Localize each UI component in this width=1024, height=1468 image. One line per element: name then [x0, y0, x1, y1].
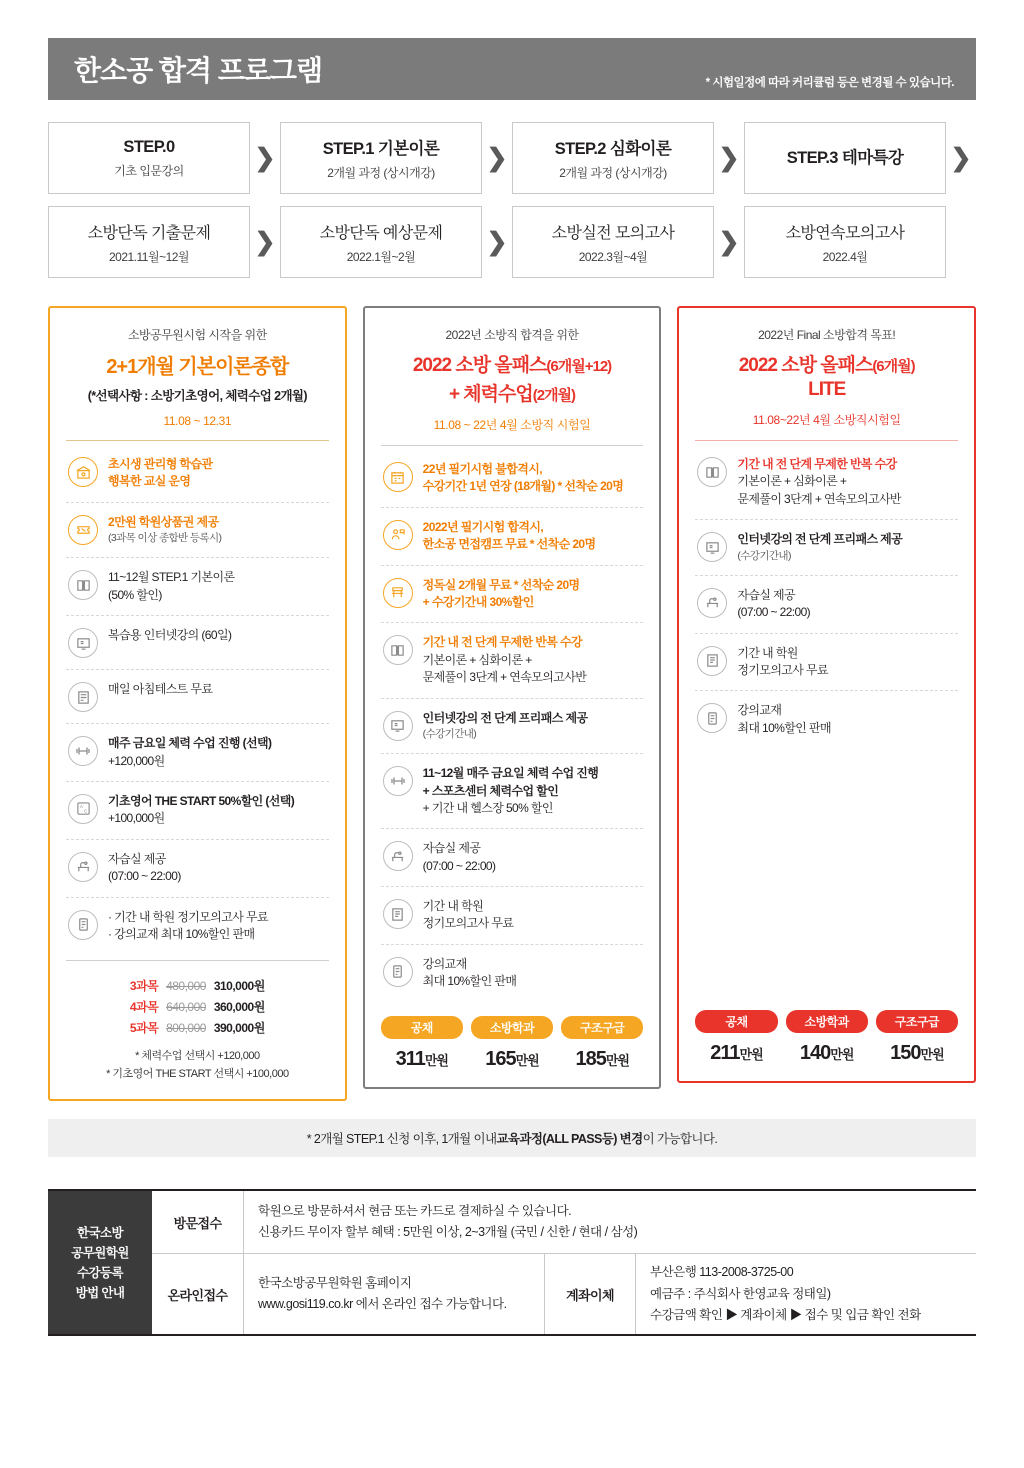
row-line: 수강금액 확인 ▶ 계좌이체 ▶ 접수 및 입금 확인 전화	[650, 1307, 921, 1322]
desk-icon	[697, 588, 727, 618]
price-footnote	[66, 1048, 329, 1083]
price-tag-cell	[471, 1016, 553, 1071]
amount-value: 311	[395, 1047, 425, 1070]
feature-item	[695, 576, 958, 634]
row-body-transfer	[636, 1254, 976, 1334]
feature-text	[108, 909, 268, 944]
price-tag-cell	[561, 1016, 643, 1071]
amount-value: 150	[890, 1042, 921, 1065]
feature-item	[695, 691, 958, 748]
book-icon	[697, 457, 727, 487]
step-box-7	[744, 206, 946, 278]
price-tag-cell	[876, 1010, 958, 1065]
price-amount	[561, 1048, 643, 1071]
feature-item	[66, 840, 329, 898]
card-title: 2+1개월 기본이론종합	[106, 356, 289, 378]
feature-line: 행복한 교실 운영	[108, 474, 191, 489]
program-card-allpass	[363, 306, 662, 1089]
test-icon	[68, 682, 98, 712]
doc-icon	[383, 957, 413, 987]
price-tag-cell	[695, 1010, 777, 1065]
desk-icon	[68, 852, 98, 882]
feature-line: 강의교재	[737, 703, 782, 718]
feature-item	[381, 754, 644, 829]
header-note: * 시험일정에 따라 커리큘럼 등은 변경될 수 있습니다.	[705, 77, 954, 89]
feature-item	[381, 887, 644, 945]
monitor-icon	[697, 532, 727, 562]
price-amount	[471, 1048, 553, 1071]
card-title-note: (6개월+12)	[546, 358, 612, 375]
lead-line: 방법 안내	[75, 1285, 125, 1300]
feature-line: 자습실 제공	[108, 851, 166, 866]
step-box-2	[512, 122, 714, 194]
feature-line: 정독실 2개월 무료 * 선착순 20명	[422, 577, 580, 592]
card-title2-note: (2개월)	[532, 387, 576, 404]
feature-item	[381, 508, 644, 566]
price-new: 390,000원	[213, 1021, 265, 1036]
feature-text	[423, 898, 514, 933]
feature-text	[423, 765, 599, 817]
feature-line: (수강기간내)	[737, 549, 791, 562]
step-flow	[48, 122, 976, 278]
step-sub: 기초 입문강의	[114, 163, 184, 178]
feature-item	[66, 724, 329, 782]
status-badge: 공채	[695, 1010, 777, 1033]
feature-list	[381, 450, 644, 1002]
feature-item	[66, 503, 329, 559]
card-header	[381, 326, 644, 446]
feature-text	[108, 627, 231, 644]
feature-item	[66, 670, 329, 724]
feature-line: 복습용 인터넷강의 (60일)	[108, 628, 232, 643]
price-label: 4과목	[129, 1000, 159, 1015]
notice-pre: * 2개월 STEP.1 신청 이후, 1개월 이내	[306, 1132, 497, 1147]
arrow-icon: ❯	[486, 228, 508, 256]
feature-list	[695, 445, 958, 748]
step-box-4	[48, 206, 250, 278]
price-new: 310,000원	[213, 979, 265, 994]
feature-text	[108, 514, 221, 547]
price-row	[66, 977, 329, 994]
card-date: 11.08 ~ 22년 4월 소방직 시험일	[433, 418, 591, 432]
price-label: 5과목	[129, 1021, 159, 1036]
monitor-icon	[383, 711, 413, 741]
amount-unit: 만원	[515, 1052, 539, 1068]
row-line: 신용카드 무이자 할부 혜택 : 5만원 이상, 2~3개월 (국민 / 신한 / 현대 / 삼성)	[258, 1225, 638, 1240]
book-icon	[68, 570, 98, 600]
row-line: 예금주 : 주식회사 한영교육 정태일)	[650, 1286, 831, 1301]
feature-line: 기본이론 + 심화이론 +	[737, 474, 847, 489]
feature-text	[423, 956, 517, 991]
price-amount	[381, 1048, 463, 1071]
price-new: 360,000원	[213, 1000, 265, 1015]
lead-line: 수강등록	[77, 1265, 123, 1280]
feature-line: 한소공 면접캠프 무료 * 선착순 20명	[422, 537, 596, 552]
row-line: 부산은행 113-2008-3725-00	[650, 1265, 794, 1280]
feature-line: 문제풀이 3단계 + 연속모의고사반	[737, 491, 901, 506]
feature-item	[381, 623, 644, 698]
book-icon	[383, 635, 413, 665]
feature-text	[108, 681, 212, 698]
step-sub: 2022.1월~2월	[346, 249, 416, 264]
card-subtitle: (*선택사항 : 소방기초영어, 체력수업 2개월)	[87, 389, 307, 403]
step-title: STEP.0	[123, 137, 175, 156]
feature-text	[737, 645, 828, 680]
feature-text	[108, 456, 212, 491]
notice-bold: 교육과정(ALL PASS등) 변경	[496, 1132, 643, 1147]
price-amount	[695, 1042, 777, 1065]
feature-line: + 기간 내 헬스장 50% 할인	[422, 800, 553, 815]
feature-line: 정기모의고사 무료	[422, 916, 514, 931]
price-tag-cell	[786, 1010, 868, 1065]
table-row	[152, 1191, 976, 1253]
price-footnote-line: * 기초영어 THE START 선택시 +100,000	[106, 1067, 289, 1080]
feature-text	[423, 840, 496, 875]
row-label-online: 온라인접수	[152, 1254, 244, 1334]
card-title2-main: + 체력수업	[448, 384, 533, 405]
feature-text	[423, 461, 624, 496]
registration-table	[48, 1189, 976, 1336]
divider	[695, 440, 958, 441]
step-box-5	[280, 206, 482, 278]
feature-text	[108, 735, 271, 770]
row-line: 한국소방공무원학원 홈페이지	[258, 1276, 412, 1291]
lead-line: 한국소방	[77, 1225, 123, 1240]
card-pre-title: 2022년 소방직 합격을 위한	[445, 328, 579, 342]
feature-line: 22년 필기시험 불합격시,	[422, 462, 542, 476]
card-title-main: 2022 소방 올패스	[412, 355, 547, 376]
amount-value: 165	[485, 1047, 516, 1070]
table-row	[152, 1253, 976, 1334]
exam-icon	[697, 646, 727, 676]
feature-line: 자습실 제공	[737, 587, 796, 602]
arrow-icon: ❯	[950, 144, 972, 172]
doc-icon	[697, 703, 727, 733]
step-box-3	[744, 122, 946, 194]
feature-line: 2만원 학원상품권 제공	[108, 514, 219, 529]
amount-unit: 만원	[605, 1052, 629, 1068]
step-title: STEP.1 기본이론	[322, 140, 440, 158]
feature-line: 자습실 제공	[422, 841, 481, 856]
price-row	[66, 998, 329, 1015]
amount-unit: 만원	[830, 1047, 854, 1063]
price-tag-cell	[381, 1016, 463, 1071]
step-box-6	[512, 206, 714, 278]
feature-text	[423, 577, 580, 612]
svg-text:A: A	[79, 804, 83, 810]
feature-line: + 수강기간내 30%할인	[422, 594, 534, 609]
step-title: 소방연속모의고사	[785, 224, 905, 242]
feature-line: 매일 아침테스트 무료	[108, 682, 213, 697]
feature-line: 강의교재	[422, 956, 467, 971]
feature-line: 기본이론 + 심화이론 +	[422, 652, 532, 667]
price-tags	[695, 1010, 958, 1065]
status-badge: 공채	[381, 1016, 463, 1039]
status-badge: 구조구급	[561, 1016, 643, 1039]
feature-line: (수강기간내)	[422, 727, 477, 740]
step-box-1	[280, 122, 482, 194]
divider	[66, 440, 329, 441]
arrow-icon: ❯	[254, 144, 276, 172]
page-title: 한소공 합격 프로그램	[74, 55, 322, 86]
price-block	[66, 960, 329, 1083]
feature-line: + 스포츠센터 체력수업 할인	[422, 783, 559, 798]
amount-unit: 만원	[424, 1052, 448, 1068]
arrow-icon: ❯	[718, 228, 740, 256]
feature-line: · 기간 내 학원 정기모의고사 무료	[108, 909, 268, 924]
feature-text	[423, 519, 596, 554]
card-title	[381, 350, 644, 377]
feature-line: 인터넷강의 전 단계 프리패스 제공	[422, 710, 588, 725]
price-tags	[381, 1016, 644, 1071]
price-old: 480,000	[166, 979, 206, 994]
feature-text	[737, 456, 901, 508]
feature-item	[381, 566, 644, 624]
card-pre-title: 소방공무원시험 시작을 위한	[127, 328, 267, 342]
feature-item	[66, 782, 329, 840]
feature-line: · 강의교재 최대 10%할인 판매	[108, 926, 255, 941]
status-badge: 구조구급	[876, 1010, 958, 1033]
page-root	[0, 38, 1024, 1468]
feature-line: (50% 할인)	[108, 587, 162, 602]
step-sub: 2022.4월	[822, 249, 868, 264]
status-badge: 소방학과	[786, 1010, 868, 1033]
lead-line: 공무원학원	[71, 1245, 129, 1260]
program-card-lite	[677, 306, 976, 1083]
feature-text	[423, 634, 587, 686]
step-sub: 2022.3월~4월	[578, 249, 648, 264]
amount-value: 185	[575, 1047, 606, 1070]
feature-item	[66, 445, 329, 503]
feature-line: 기간 내 전 단계 무제한 반복 수강	[737, 457, 897, 471]
card-title2: LITE	[808, 379, 846, 400]
feature-line: (07:00 ~ 22:00)	[422, 858, 496, 873]
step-title: STEP.2 심화이론	[554, 140, 672, 158]
classroom-icon	[68, 457, 98, 487]
table-rows	[152, 1191, 976, 1334]
abc-icon	[68, 794, 98, 824]
price-amount	[876, 1042, 958, 1065]
feature-item	[66, 898, 329, 955]
feature-line: 최대 10%할인 판매	[737, 720, 831, 735]
feature-item	[66, 558, 329, 616]
row-label-visit: 방문접수	[152, 1191, 244, 1253]
program-card-basic	[48, 306, 347, 1101]
feature-text	[737, 531, 902, 564]
feature-line: (07:00 ~ 22:00)	[108, 869, 181, 884]
notice-post: 이 가능합니다.	[642, 1132, 718, 1147]
feature-line: 매주 금요일 체력 수업 진행 (선택)	[108, 736, 272, 751]
dumbbell-icon	[68, 736, 98, 766]
amount-value: 140	[799, 1042, 831, 1065]
feature-text	[108, 569, 234, 604]
amount-unit: 만원	[920, 1047, 944, 1063]
feature-line: 기간 내 전 단계 무제한 반복 수강	[422, 635, 582, 650]
feature-item	[381, 829, 644, 887]
feature-item	[66, 616, 329, 670]
feature-line: 11~12월 STEP.1 기본이론	[108, 570, 235, 585]
change-notice	[48, 1119, 976, 1157]
feature-line: +100,000원	[108, 811, 165, 826]
desk2-icon	[383, 578, 413, 608]
card-pre-title: 2022년 Final 소방합격 목표!	[758, 328, 896, 342]
feature-text	[108, 793, 294, 828]
feature-text	[423, 710, 588, 743]
step-box-0	[48, 122, 250, 194]
step-sub: 2021.11월~12월	[108, 249, 190, 264]
step-sub: 2개월 과정 (상시개강)	[559, 166, 667, 180]
price-footnote-line: * 체력수업 선택시 +120,000	[135, 1050, 260, 1063]
calendar-icon	[383, 462, 413, 492]
feature-line: 11~12월 매주 금요일 체력 수업 진행	[422, 766, 599, 781]
step-row-2	[48, 206, 976, 278]
feature-text	[108, 851, 181, 886]
doc-icon	[68, 910, 98, 940]
feature-item	[695, 520, 958, 576]
feature-line: 기간 내 학원	[422, 899, 484, 914]
step-row-1	[48, 122, 976, 194]
arrow-icon: ❯	[718, 144, 740, 172]
step-title: 소방실전 모의고사	[551, 224, 675, 242]
feature-line: 기초영어 THE START 50%할인 (선택)	[108, 793, 295, 808]
desk-icon	[383, 841, 413, 871]
interview-icon	[383, 520, 413, 550]
step-title: 소방단독 기출문제	[87, 224, 211, 242]
feature-line: 초시생 관리형 학습관	[108, 457, 213, 471]
feature-line: (07:00 ~ 22:00)	[737, 605, 811, 620]
feature-line: +120,000원	[108, 753, 165, 768]
status-badge: 소방학과	[471, 1016, 553, 1039]
feature-line: 2022년 필기시험 합격시,	[422, 519, 544, 534]
feature-line: 기간 내 학원	[737, 645, 798, 660]
exam-icon	[383, 899, 413, 929]
arrow-icon: ❯	[254, 228, 276, 256]
amount-value: 211	[710, 1042, 740, 1065]
price-old: 800,000	[166, 1021, 206, 1036]
feature-line: 문제풀이 3단계 + 연속모의고사반	[422, 670, 587, 685]
row-label-transfer: 계좌이체	[544, 1254, 636, 1334]
card-date: 11.08~22년 4월 소방직시험일	[752, 413, 901, 427]
arrow-icon: ❯	[486, 144, 508, 172]
svg-text:C: C	[83, 808, 87, 814]
price-amount	[786, 1042, 868, 1065]
dumbbell-icon	[383, 766, 413, 796]
spacer	[695, 748, 958, 996]
divider	[381, 445, 644, 446]
program-columns	[48, 306, 976, 1101]
feature-list	[66, 445, 329, 954]
price-row	[66, 1019, 329, 1036]
feature-line: 수강기간 1년 연장 (18개월) * 선착순 20명	[422, 479, 624, 494]
feature-line: 정기모의고사 무료	[737, 662, 829, 677]
card-header	[66, 326, 329, 441]
row-line[interactable]: www.gosi119.co.kr 에서 온라인 접수 가능합니다.	[258, 1297, 507, 1312]
table-lead-header	[48, 1191, 152, 1334]
card-title2	[381, 379, 644, 406]
step-title: 소방단독 예상문제	[319, 224, 443, 242]
feature-item	[381, 945, 644, 1002]
amount-unit: 만원	[739, 1047, 763, 1063]
price-old: 640,000	[166, 1000, 206, 1015]
feature-item	[381, 699, 644, 755]
feature-item	[381, 450, 644, 508]
coupon-icon	[68, 515, 98, 545]
page-header	[48, 38, 976, 100]
feature-item	[695, 634, 958, 692]
card-title-note: (6개월)	[872, 358, 915, 375]
step-sub: 2개월 과정 (상시개강)	[327, 166, 435, 180]
feature-text	[737, 587, 810, 622]
monitor-icon	[68, 628, 98, 658]
row-body-online	[244, 1254, 544, 1334]
feature-line: 인터넷강의 전 단계 프리패스 제공	[737, 532, 903, 547]
card-date: 11.08 ~ 12.31	[163, 414, 232, 428]
price-label: 3과목	[129, 979, 159, 994]
card-title	[695, 350, 958, 377]
card-header	[695, 326, 958, 441]
feature-text	[737, 702, 831, 737]
step-title: STEP.3 테마특강	[786, 148, 904, 167]
row-line: 학원으로 방문하셔서 현금 또는 카드로 결제하실 수 있습니다.	[258, 1204, 572, 1219]
feature-item	[695, 445, 958, 520]
card-title-main: 2022 소방 올패스	[738, 355, 873, 376]
feature-line: 최대 10%할인 판매	[422, 974, 517, 989]
row-body-visit	[244, 1191, 976, 1253]
feature-line: (3과목 이상 종합반 등록시)	[108, 532, 222, 545]
